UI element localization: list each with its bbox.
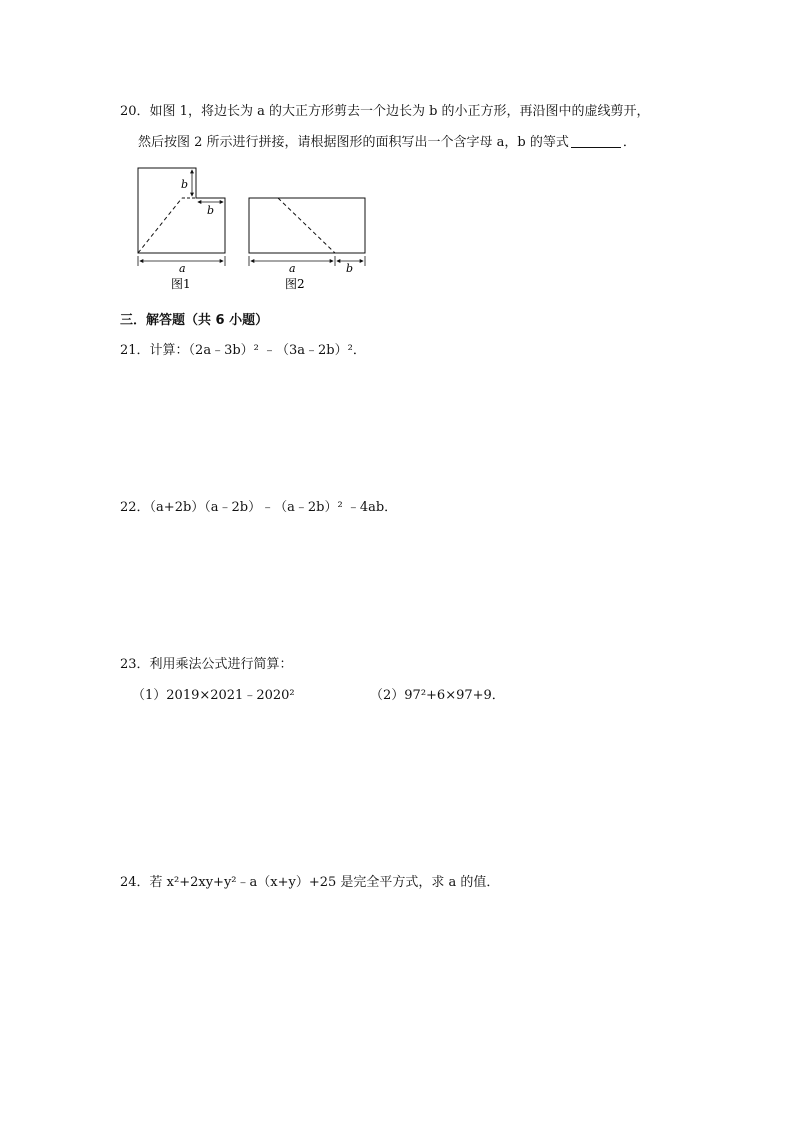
q24-text: 若 x²+2xy+y²﹣a（x+y）+25 是完全平方式，求 a 的值． — [149, 875, 500, 890]
q23-part1: （1）2019×2021﹣2020² — [132, 688, 295, 703]
section-heading: 三．解答题（共 6 小题） — [120, 313, 269, 328]
label-b: b — [346, 262, 354, 275]
q21-number: 21． — [120, 343, 150, 358]
q21 — [120, 342, 366, 360]
q20-text-line2: 然后按图 2 所示进行拼接，请根据图形的面积写出一个含字母 a，b 的等式 — [138, 135, 569, 150]
q24-number: 24． — [120, 875, 150, 890]
q23-number: 23． — [120, 657, 150, 672]
q20-line2-end: ． — [622, 135, 636, 150]
q21-text: 计算：（2a﹣3b）² ﹣（3a﹣2b）²． — [149, 343, 366, 358]
label-b-vertical: b — [181, 178, 189, 191]
q20-number: 20． — [120, 104, 150, 119]
q20-line2 — [138, 134, 636, 152]
q22-number: 22． — [120, 500, 150, 515]
figure-1-caption: 图1 — [171, 277, 191, 291]
figure-1 — [130, 162, 240, 294]
q20-line1 — [120, 103, 650, 121]
label-b-horizontal: b — [207, 204, 215, 217]
q23-title: 利用乘法公式进行简算： — [149, 657, 293, 672]
label-a: a — [179, 262, 186, 275]
q22 — [120, 499, 397, 517]
figure-2-caption: 图2 — [285, 277, 305, 291]
figure-2 — [240, 186, 374, 294]
dashed-cut-left — [138, 198, 182, 253]
q23-part2: （2）97²+6×97+9． — [370, 688, 505, 703]
q24 — [120, 874, 499, 892]
rectangle-outline — [249, 198, 365, 253]
q20-text-line1: 如图 1，将边长为 a 的大正方形剪去一个边长为 b 的小正方形，再沿图中的虚线剪开， — [149, 104, 650, 119]
answer-blank[interactable] — [571, 135, 621, 148]
q22-text: （a+2b）（a﹣2b）﹣（a﹣2b）² ﹣4ab． — [149, 500, 398, 515]
q23 — [120, 656, 293, 674]
dashed-cut — [278, 198, 335, 253]
label-a: a — [289, 262, 296, 275]
